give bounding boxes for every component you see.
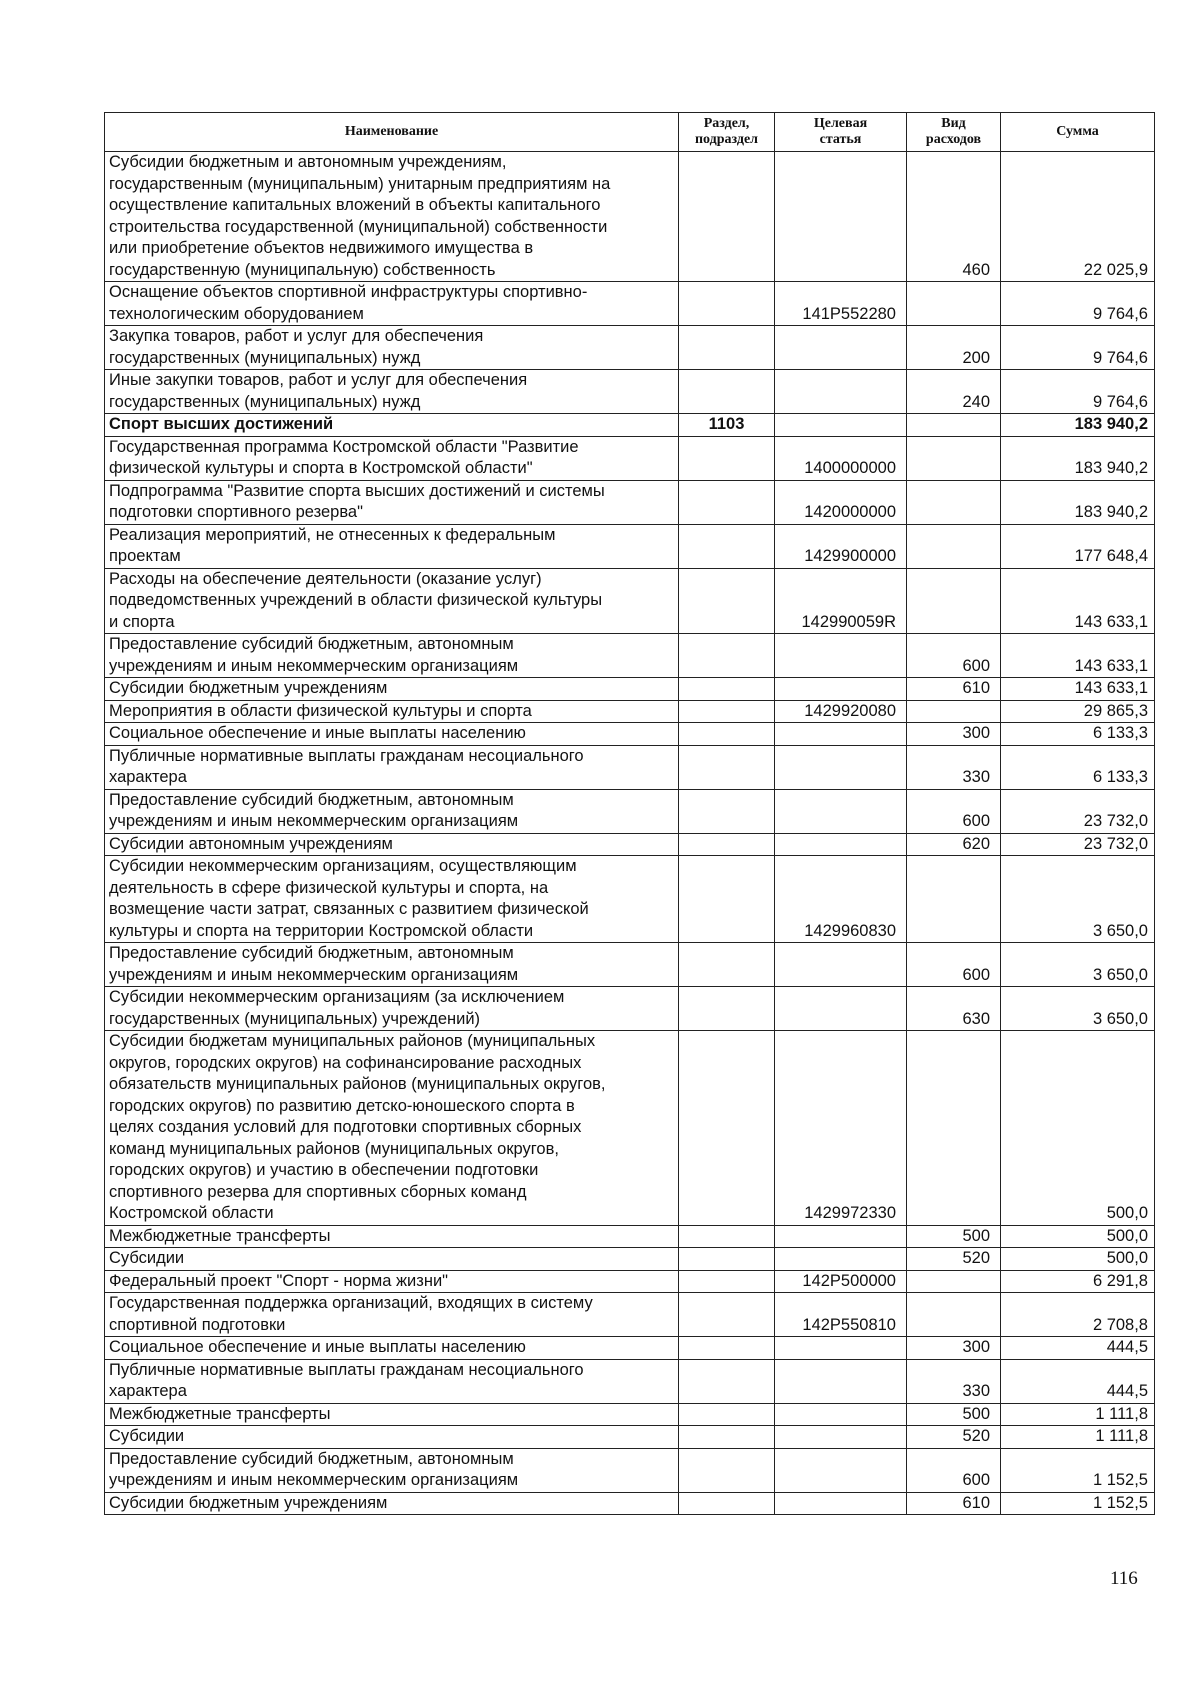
cell-type: [907, 1270, 1001, 1293]
cell-sum: 444,5: [1001, 1359, 1155, 1403]
cell-sum: 183 940,2: [1001, 414, 1155, 437]
cell-name: Социальное обеспечение и иные выплаты населению: [105, 1337, 679, 1360]
cell-target: 142990059R: [775, 568, 907, 634]
cell-type: [907, 700, 1001, 723]
cell-section: [679, 789, 775, 833]
header-section: Раздел, подраздел: [679, 113, 775, 152]
cell-section: [679, 700, 775, 723]
table-row: [105, 1248, 1155, 1271]
table-row: [105, 1337, 1155, 1360]
cell-name: Субсидии бюджетным учреждениям: [105, 678, 679, 701]
cell-name: Предоставление субсидий бюджетным, автономным учреждениям и иным некоммерческим организациям: [105, 943, 679, 987]
cell-name: Предоставление субсидий бюджетным, автономным учреждениям и иным некоммерческим организациям: [105, 634, 679, 678]
cell-sum: 6 291,8: [1001, 1270, 1155, 1293]
cell-name: Подпрограмма "Развитие спорта высших достижений и системы подготовки спортивного резерва": [105, 480, 679, 524]
cell-type: 630: [907, 987, 1001, 1031]
cell-type: 600: [907, 1448, 1001, 1492]
cell-type: 500: [907, 1225, 1001, 1248]
cell-type: 300: [907, 1337, 1001, 1360]
cell-name: Субсидии автономным учреждениям: [105, 833, 679, 856]
cell-name: Иные закупки товаров, работ и услуг для обеспечения государственных (муниципальных) нужд: [105, 370, 679, 414]
cell-sum: 143 633,1: [1001, 678, 1155, 701]
cell-section: [679, 1031, 775, 1226]
cell-name: Государственная поддержка организаций, входящих в систему спортивной подготовки: [105, 1293, 679, 1337]
table-row: [105, 326, 1155, 370]
header-target: Целевая статья: [775, 113, 907, 152]
table-row: [105, 1293, 1155, 1337]
cell-name: Спорт высших достижений: [105, 414, 679, 437]
cell-name: Федеральный проект "Спорт - норма жизни": [105, 1270, 679, 1293]
cell-sum: 1 111,8: [1001, 1403, 1155, 1426]
cell-section: [679, 987, 775, 1031]
cell-sum: 6 133,3: [1001, 723, 1155, 746]
cell-type: [907, 568, 1001, 634]
cell-target: [775, 370, 907, 414]
cell-name: Субсидии: [105, 1426, 679, 1449]
cell-target: [775, 1359, 907, 1403]
cell-section: [679, 524, 775, 568]
cell-type: [907, 524, 1001, 568]
cell-sum: 3 650,0: [1001, 943, 1155, 987]
cell-name: Межбюджетные трансферты: [105, 1403, 679, 1426]
cell-sum: 6 133,3: [1001, 745, 1155, 789]
table-row: [105, 282, 1155, 326]
table-row: [105, 723, 1155, 746]
budget-table: [104, 112, 1155, 1515]
cell-target: 142P500000: [775, 1270, 907, 1293]
cell-name: Субсидии бюджетным учреждениям: [105, 1492, 679, 1515]
table-row: [105, 745, 1155, 789]
cell-target: [775, 789, 907, 833]
cell-name: Субсидии бюджетным и автономным учреждениям, государственным (муниципальным) унитарным предприятиям на осуществление капитальных вложений в объекты капитального строительства государственной (муниципальной) собственности или приобретение объектов недвижимого имущества в государственную (муниципальную) собственность: [105, 152, 679, 282]
cell-section: [679, 480, 775, 524]
cell-target: [775, 678, 907, 701]
cell-name: Расходы на обеспечение деятельности (оказание услуг) подведомственных учреждений в области физической культуры и спорта: [105, 568, 679, 634]
table-row: [105, 1359, 1155, 1403]
table-row: [105, 524, 1155, 568]
cell-type: 240: [907, 370, 1001, 414]
cell-sum: 500,0: [1001, 1248, 1155, 1271]
cell-type: 330: [907, 1359, 1001, 1403]
cell-section: [679, 1248, 775, 1271]
cell-target: 142P550810: [775, 1293, 907, 1337]
cell-sum: 22 025,9: [1001, 152, 1155, 282]
cell-type: [907, 282, 1001, 326]
cell-section: [679, 1225, 775, 1248]
cell-section: [679, 1337, 775, 1360]
cell-target: [775, 1248, 907, 1271]
cell-sum: 183 940,2: [1001, 480, 1155, 524]
cell-type: [907, 1293, 1001, 1337]
header-type: Вид расходов: [907, 113, 1001, 152]
cell-target: [775, 1403, 907, 1426]
cell-type: 520: [907, 1248, 1001, 1271]
cell-section: [679, 678, 775, 701]
header-sum: Сумма: [1001, 113, 1155, 152]
header-row: [105, 113, 1155, 152]
table-row: [105, 1403, 1155, 1426]
table-row: [105, 1225, 1155, 1248]
cell-target: [775, 1448, 907, 1492]
cell-section: [679, 723, 775, 746]
cell-section: [679, 436, 775, 480]
cell-target: 1400000000: [775, 436, 907, 480]
cell-sum: 29 865,3: [1001, 700, 1155, 723]
cell-target: [775, 745, 907, 789]
cell-target: [775, 634, 907, 678]
table-row: [105, 634, 1155, 678]
cell-section: [679, 833, 775, 856]
table-row: [105, 568, 1155, 634]
cell-section: [679, 745, 775, 789]
cell-name: Социальное обеспечение и иные выплаты населению: [105, 723, 679, 746]
cell-name: Оснащение объектов спортивной инфраструктуры спортивно- технологическим оборудованием: [105, 282, 679, 326]
cell-target: [775, 1426, 907, 1449]
cell-name: Публичные нормативные выплаты гражданам несоциального характера: [105, 745, 679, 789]
cell-type: 200: [907, 326, 1001, 370]
table-row: [105, 414, 1155, 437]
table-row: [105, 1270, 1155, 1293]
cell-sum: 23 732,0: [1001, 833, 1155, 856]
cell-target: [775, 1492, 907, 1515]
cell-sum: 2 708,8: [1001, 1293, 1155, 1337]
cell-name: Публичные нормативные выплаты гражданам несоциального характера: [105, 1359, 679, 1403]
cell-type: 620: [907, 833, 1001, 856]
cell-section: [679, 370, 775, 414]
cell-target: [775, 943, 907, 987]
cell-target: [775, 414, 907, 437]
table-row: [105, 436, 1155, 480]
table-body: [105, 152, 1155, 1515]
cell-name: Субсидии некоммерческим организациям (за исключением государственных (муниципальных) учреждений): [105, 987, 679, 1031]
cell-target: [775, 723, 907, 746]
cell-type: [907, 480, 1001, 524]
cell-type: 300: [907, 723, 1001, 746]
cell-target: [775, 1225, 907, 1248]
cell-sum: 143 633,1: [1001, 634, 1155, 678]
cell-sum: 1 111,8: [1001, 1426, 1155, 1449]
cell-target: [775, 1337, 907, 1360]
cell-sum: 177 648,4: [1001, 524, 1155, 568]
table-row: [105, 1031, 1155, 1226]
cell-section: [679, 1403, 775, 1426]
cell-sum: 3 650,0: [1001, 856, 1155, 943]
cell-sum: 9 764,6: [1001, 282, 1155, 326]
cell-target: 1420000000: [775, 480, 907, 524]
cell-name: Межбюджетные трансферты: [105, 1225, 679, 1248]
cell-section: [679, 943, 775, 987]
page-number: 116: [1110, 1568, 1138, 1589]
table-row: [105, 856, 1155, 943]
cell-sum: 143 633,1: [1001, 568, 1155, 634]
cell-name: Закупка товаров, работ и услуг для обеспечения государственных (муниципальных) нужд: [105, 326, 679, 370]
cell-section: [679, 1270, 775, 1293]
header-name: Наименование: [105, 113, 679, 152]
cell-section: [679, 856, 775, 943]
cell-section: [679, 1359, 775, 1403]
table-row: [105, 678, 1155, 701]
cell-sum: 1 152,5: [1001, 1448, 1155, 1492]
cell-type: [907, 414, 1001, 437]
table-row: [105, 833, 1155, 856]
cell-target: [775, 152, 907, 282]
table-row: [105, 480, 1155, 524]
cell-target: 1429900000: [775, 524, 907, 568]
cell-name: Мероприятия в области физической культуры и спорта: [105, 700, 679, 723]
cell-name: Субсидии: [105, 1248, 679, 1271]
cell-target: [775, 833, 907, 856]
cell-type: 330: [907, 745, 1001, 789]
cell-type: 460: [907, 152, 1001, 282]
cell-sum: 444,5: [1001, 1337, 1155, 1360]
cell-type: 600: [907, 943, 1001, 987]
cell-sum: 500,0: [1001, 1225, 1155, 1248]
cell-target: 141P552280: [775, 282, 907, 326]
cell-section: [679, 326, 775, 370]
table-row: [105, 370, 1155, 414]
table-row: [105, 987, 1155, 1031]
cell-target: 1429960830: [775, 856, 907, 943]
cell-section: [679, 152, 775, 282]
cell-sum: 183 940,2: [1001, 436, 1155, 480]
cell-name: Государственная программа Костромской области "Развитие физической культуры и спорта в Костромской области": [105, 436, 679, 480]
table-row: [105, 700, 1155, 723]
table-row: [105, 789, 1155, 833]
cell-section: [679, 1293, 775, 1337]
cell-name: Предоставление субсидий бюджетным, автономным учреждениям и иным некоммерческим организациям: [105, 789, 679, 833]
cell-name: Реализация мероприятий, не отнесенных к федеральным проектам: [105, 524, 679, 568]
cell-type: 600: [907, 634, 1001, 678]
cell-target: 1429972330: [775, 1031, 907, 1226]
cell-sum: 23 732,0: [1001, 789, 1155, 833]
cell-sum: 1 152,5: [1001, 1492, 1155, 1515]
cell-target: [775, 987, 907, 1031]
cell-target: 1429920080: [775, 700, 907, 723]
cell-section: [679, 634, 775, 678]
cell-type: 610: [907, 678, 1001, 701]
cell-section: [679, 568, 775, 634]
cell-type: 500: [907, 1403, 1001, 1426]
cell-target: [775, 326, 907, 370]
cell-name: Предоставление субсидий бюджетным, автономным учреждениям и иным некоммерческим организациям: [105, 1448, 679, 1492]
cell-sum: 3 650,0: [1001, 987, 1155, 1031]
cell-section: [679, 282, 775, 326]
cell-type: [907, 1031, 1001, 1226]
table-row: [105, 1426, 1155, 1449]
table-row: [105, 1492, 1155, 1515]
table-row: [105, 152, 1155, 282]
cell-sum: 500,0: [1001, 1031, 1155, 1226]
cell-section: 1103: [679, 414, 775, 437]
table-row: [105, 943, 1155, 987]
cell-type: 520: [907, 1426, 1001, 1449]
cell-type: [907, 436, 1001, 480]
cell-name: Субсидии бюджетам муниципальных районов (муниципальных округов, городских округов) на софинансирование расходных обязательств муниципальных районов (муниципальных округов, городских округов) по развитию детско-юношеского спорта в целях создания условий для подготовки спортивных сборных команд муниципальных районов (муниципальных округов, городских округов) и участию в обеспечении подготовки спортивного резерва для спортивных сборных команд Костромской области: [105, 1031, 679, 1226]
cell-type: [907, 856, 1001, 943]
table-row: [105, 1448, 1155, 1492]
cell-sum: 9 764,6: [1001, 370, 1155, 414]
cell-section: [679, 1448, 775, 1492]
cell-sum: 9 764,6: [1001, 326, 1155, 370]
cell-type: 600: [907, 789, 1001, 833]
cell-section: [679, 1426, 775, 1449]
cell-section: [679, 1492, 775, 1515]
cell-name: Субсидии некоммерческим организациям, осуществляющим деятельность в сфере физической культуры и спорта, на возмещение части затрат, связанных с развитием физической культуры и спорта на территории Костромской области: [105, 856, 679, 943]
cell-type: 610: [907, 1492, 1001, 1515]
